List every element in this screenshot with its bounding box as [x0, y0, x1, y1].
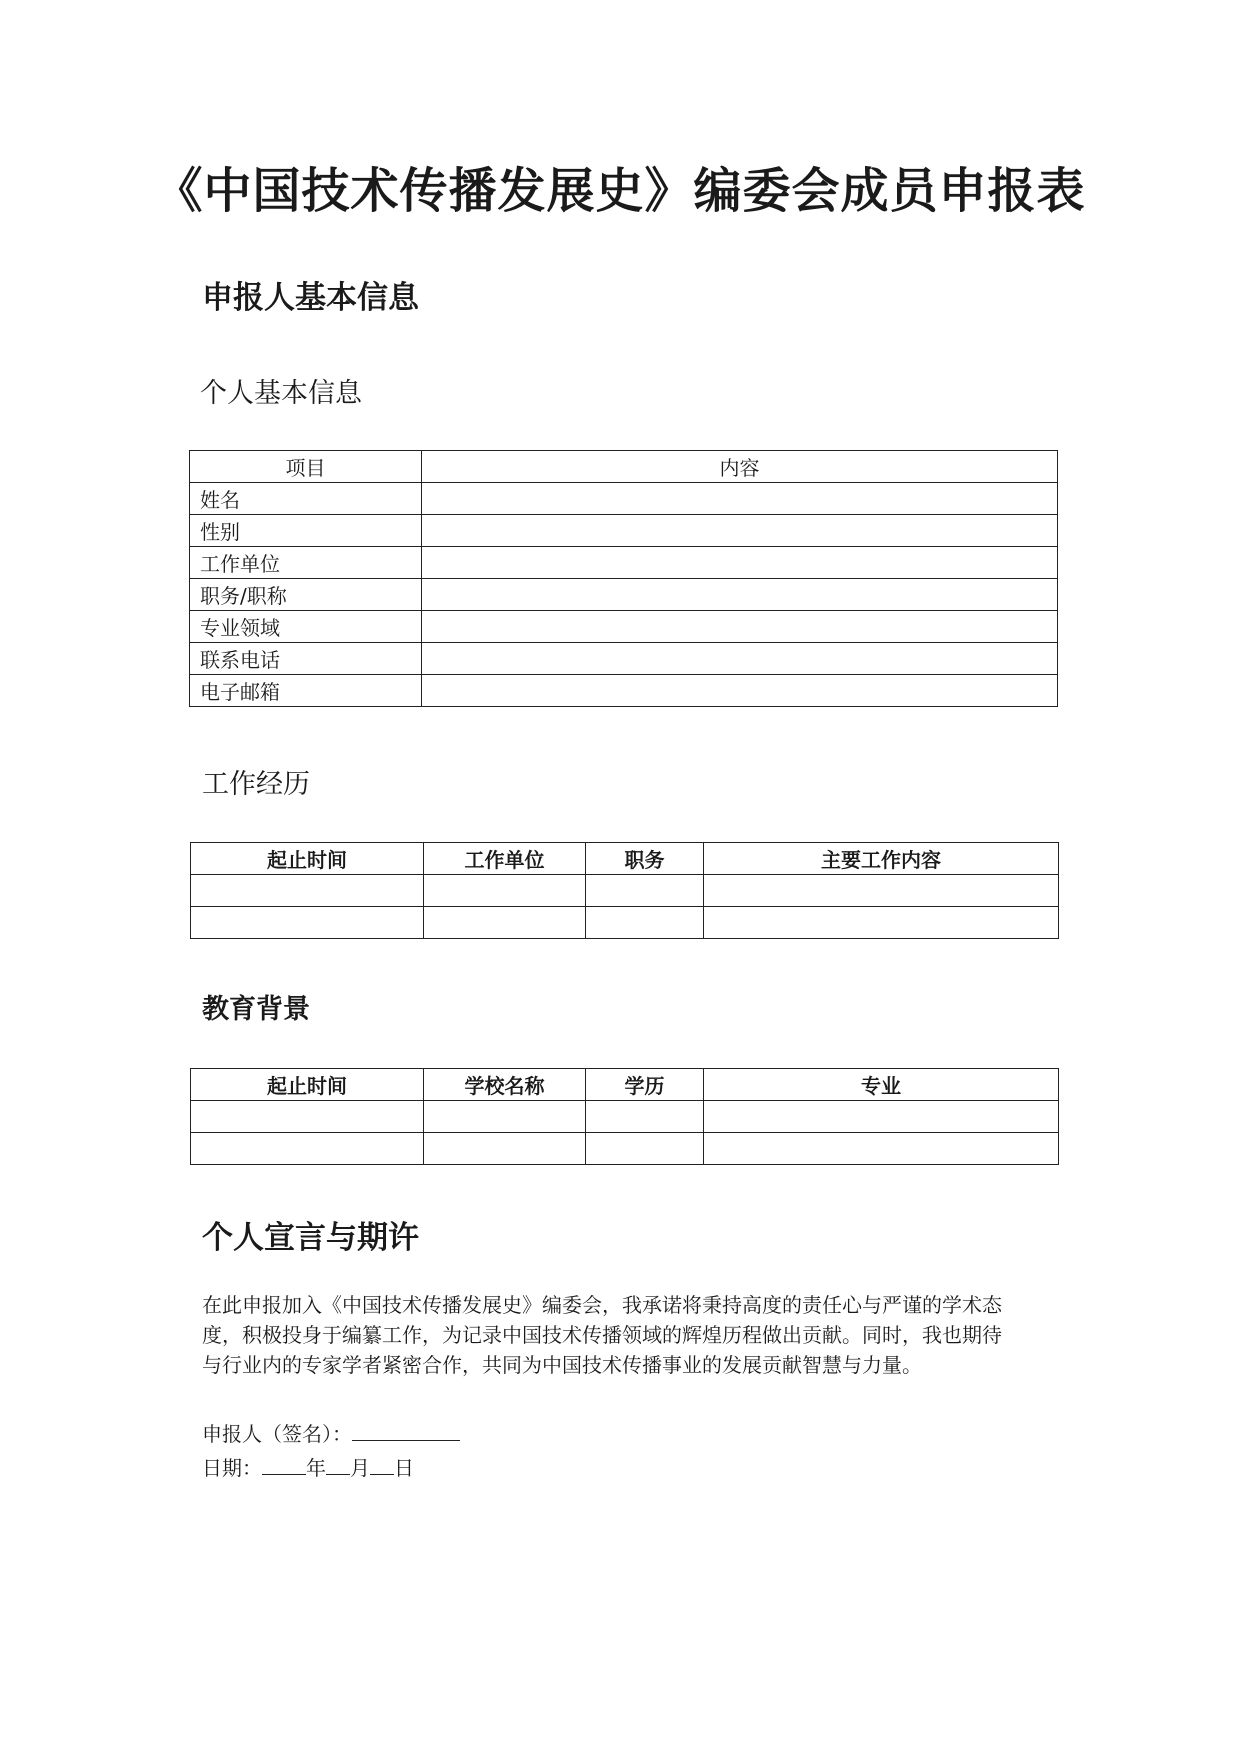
table-row — [190, 547, 1058, 579]
value-cell-phone[interactable] — [422, 643, 1058, 675]
empty-cell[interactable] — [586, 875, 704, 907]
table-header-row — [191, 843, 1059, 875]
table-row — [191, 907, 1059, 939]
header-cell-item: 项目 — [190, 451, 422, 483]
header-cell-content: 内容 — [422, 451, 1058, 483]
header-cell-major: 专业 — [704, 1069, 1059, 1101]
empty-cell[interactable] — [191, 907, 424, 939]
value-cell-employer[interactable] — [422, 547, 1058, 579]
empty-cell[interactable] — [424, 1101, 586, 1133]
empty-cell[interactable] — [704, 1101, 1059, 1133]
table-row — [190, 611, 1058, 643]
empty-cell[interactable] — [424, 875, 586, 907]
empty-cell[interactable] — [704, 875, 1059, 907]
section-heading-declaration: 个人宣言与期许 — [202, 1220, 419, 1256]
empty-cell[interactable] — [424, 907, 586, 939]
empty-cell[interactable] — [704, 1133, 1059, 1165]
empty-cell[interactable] — [191, 875, 424, 907]
value-cell-email[interactable] — [422, 675, 1058, 707]
empty-cell[interactable] — [586, 1101, 704, 1133]
header-cell-period: 起止时间 — [191, 1069, 424, 1101]
value-cell-gender[interactable] — [422, 515, 1058, 547]
table-row — [190, 643, 1058, 675]
year-blank[interactable] — [262, 1456, 306, 1475]
subsection-heading-work-history: 工作经历 — [202, 769, 310, 800]
declaration-line: 在此申报加入《中国技术传播发展史》编委会，我承诺将秉持高度的责任心与严谨的学术态 — [202, 1293, 1002, 1317]
table-row — [190, 579, 1058, 611]
table-row — [190, 515, 1058, 547]
row-label-email: 电子邮箱 — [190, 675, 422, 707]
empty-cell[interactable] — [424, 1133, 586, 1165]
header-cell-degree: 学历 — [586, 1069, 704, 1101]
education-table — [190, 1068, 1059, 1165]
row-label-position: 职务/职称 — [190, 579, 422, 611]
row-label-field: 专业领域 — [190, 611, 422, 643]
row-label-name: 姓名 — [190, 483, 422, 515]
empty-cell[interactable] — [704, 907, 1059, 939]
table-row — [191, 1101, 1059, 1133]
signature-label: 申报人（签名）： — [202, 1422, 352, 1446]
signature-row — [202, 1418, 460, 1447]
header-cell-main-work: 主要工作内容 — [704, 843, 1059, 875]
declaration-line: 度，积极投身于编纂工作，为记录中国技术传播领域的辉煌历程做出贡献。同时，我也期待 — [202, 1323, 1002, 1347]
table-header-row — [190, 451, 1058, 483]
signature-blank[interactable] — [352, 1422, 460, 1441]
value-cell-position[interactable] — [422, 579, 1058, 611]
table-row — [190, 675, 1058, 707]
table-row — [191, 875, 1059, 907]
personal-info-table — [189, 450, 1058, 707]
empty-cell[interactable] — [191, 1101, 424, 1133]
date-row — [202, 1452, 414, 1481]
date-label: 日期： — [202, 1456, 262, 1480]
table-header-row — [191, 1069, 1059, 1101]
header-cell-position: 职务 — [586, 843, 704, 875]
month-label: 月 — [350, 1456, 370, 1480]
declaration-paragraph — [202, 1290, 1082, 1380]
header-cell-school: 学校名称 — [424, 1069, 586, 1101]
subsection-heading-personal-info: 个人基本信息 — [200, 378, 362, 409]
year-label: 年 — [306, 1456, 326, 1480]
table-row — [190, 483, 1058, 515]
empty-cell[interactable] — [586, 907, 704, 939]
row-label-employer: 工作单位 — [190, 547, 422, 579]
declaration-line: 与行业内的专家学者紧密合作，共同为中国技术传播事业的发展贡献智慧与力量。 — [202, 1353, 922, 1377]
table-row — [191, 1133, 1059, 1165]
document-title: 《中国技术传播发展史》编委会成员申报表 — [154, 163, 1086, 219]
day-label: 日 — [394, 1456, 414, 1480]
day-blank[interactable] — [370, 1456, 394, 1475]
month-blank[interactable] — [326, 1456, 350, 1475]
subsection-heading-education: 教育背景 — [202, 994, 310, 1025]
empty-cell[interactable] — [586, 1133, 704, 1165]
header-cell-period: 起止时间 — [191, 843, 424, 875]
header-cell-employer: 工作单位 — [424, 843, 586, 875]
empty-cell[interactable] — [191, 1133, 424, 1165]
row-label-gender: 性别 — [190, 515, 422, 547]
work-history-table — [190, 842, 1059, 939]
section-heading-applicant: 申报人基本信息 — [202, 280, 419, 316]
value-cell-name[interactable] — [422, 483, 1058, 515]
value-cell-field[interactable] — [422, 611, 1058, 643]
row-label-phone: 联系电话 — [190, 643, 422, 675]
